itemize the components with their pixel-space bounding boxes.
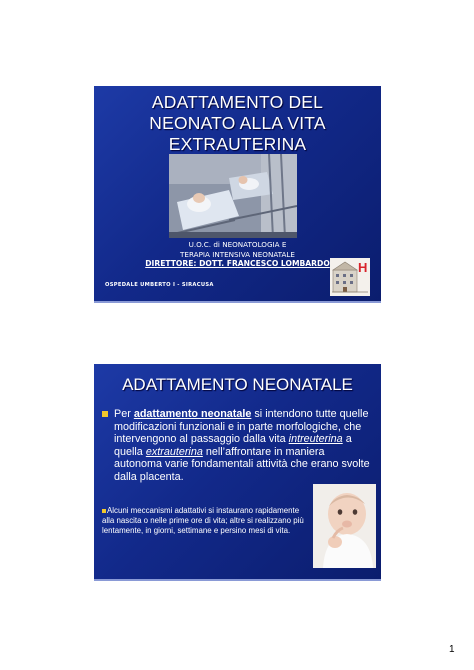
text-run-italic: intreuterina — [288, 433, 343, 446]
bullet-text — [114, 408, 374, 484]
unit-line: U.O.C. di NEONATOLOGIA E — [188, 240, 287, 249]
unit-line: TERAPIA INTENSIVA NEONATALE — [180, 249, 295, 259]
square-bullet-icon — [102, 509, 106, 513]
text-run: Per — [114, 408, 134, 420]
slide-title-heading — [94, 92, 381, 155]
title-line: NEONATO ALLA VITA — [149, 113, 326, 133]
director-line: DIRETTORE: DOTT. FRANCESCO LOMBARDO — [145, 259, 330, 268]
note-text: Alcuni meccanismi adattativi si instaurano rapidamente alla nascita o nelle prime ore di vita; altre si realizzano più lentamente, in giorni, settimane e persino mesi di vita. — [102, 506, 304, 536]
title-line: ADATTAMENTO DEL — [151, 92, 324, 112]
logo-letter: H — [358, 260, 368, 275]
baby-photo — [313, 484, 376, 568]
title-line: EXTRAUTERINA — [168, 134, 307, 154]
square-bullet-icon — [102, 411, 108, 417]
page-number: 1 — [449, 644, 455, 655]
text-run: a quella — [114, 433, 352, 458]
slide-heading: ADATTAMENTO NEONATALE — [122, 375, 353, 394]
text-run: si intendono tutte quelle modificazioni funzionali e in parte morfologiche, che intervengono al passaggio dalla vita — [114, 408, 369, 446]
hospital-name: OSPEDALE UMBERTO I - SIRACUSA — [105, 282, 214, 288]
hospital-building-logo-icon — [330, 258, 370, 296]
text-run: nell’affrontare in maniera autonoma varie fondamentali attività che erano svolte dalla placenta. — [114, 445, 370, 483]
newborns-photo — [169, 154, 297, 238]
slide-title — [94, 86, 381, 303]
slide-content — [94, 364, 381, 581]
text-run-italic: extrauterina — [145, 445, 203, 458]
text-run-bold: adattamento neonatale — [133, 408, 252, 420]
sub-note — [102, 506, 307, 537]
bullet-item — [102, 408, 374, 484]
